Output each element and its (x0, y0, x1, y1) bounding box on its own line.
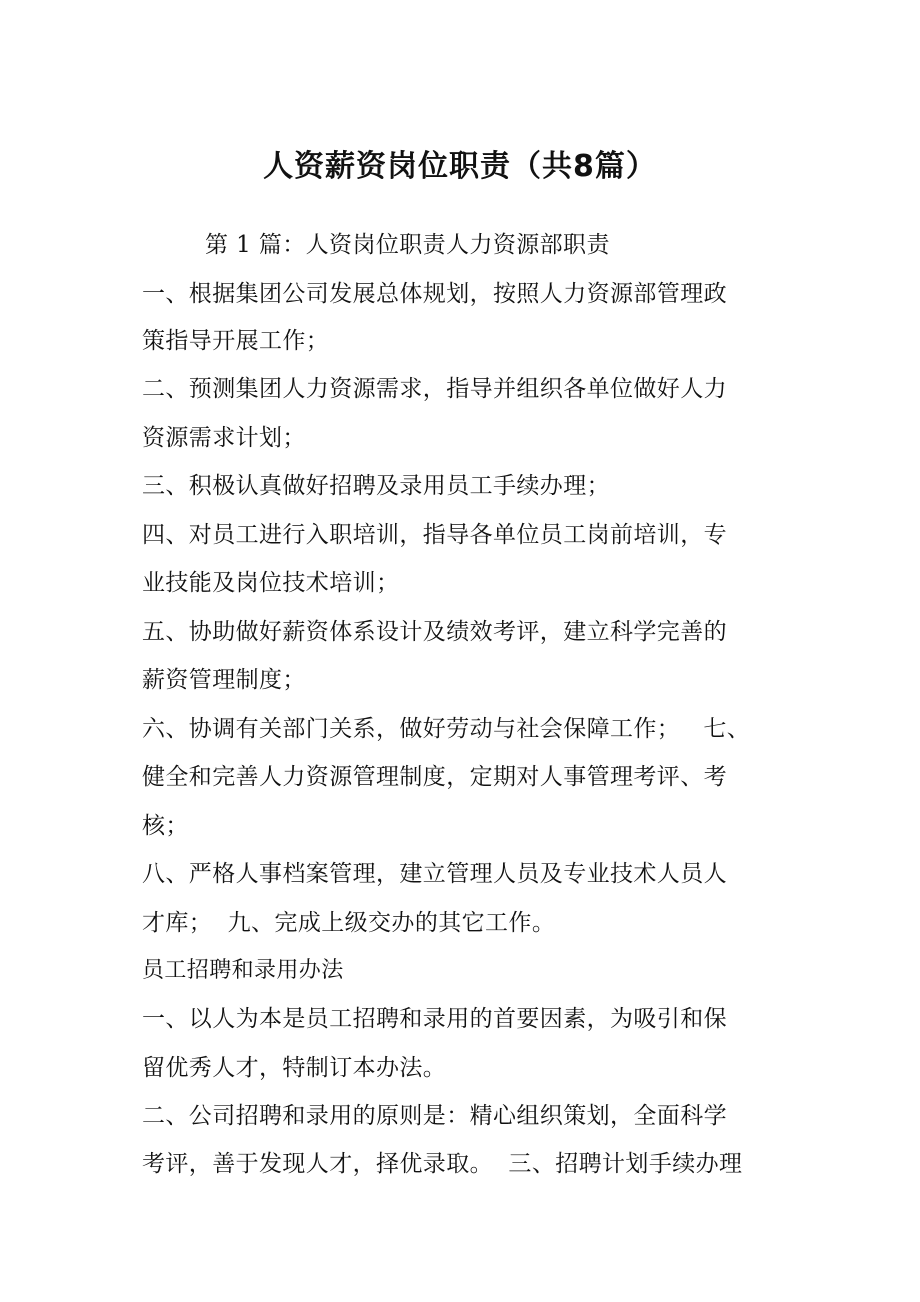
paragraph-line: 考评，善于发现人才，择优录取。 三、招聘计划手续办理 (142, 1151, 743, 1177)
subsection-heading-line: 员工招聘和录用办法 (142, 958, 344, 983)
paragraph-line: 一、根据集团公司发展总体规划，按照人力资源部管理政 (142, 281, 727, 307)
paragraph-line: 业技能及岗位技术培训； (142, 570, 400, 596)
paragraph-line: 四、对员工进行入职培训，指导各单位员工岗前培训，专 (142, 522, 727, 548)
paragraph-line: 八、严格人事档案管理，建立管理人员及专业技术人员人 (142, 861, 727, 887)
paragraph-line: 健全和完善人力资源管理制度，定期对人事管理考评、考 (142, 764, 727, 790)
paragraph-line: 二、公司招聘和录用的原则是：精心组织策划，全面科学 (142, 1103, 727, 1129)
paragraph-line: 六、协调有关部门关系，做好劳动与社会保障工作； 七、 (142, 716, 751, 742)
paragraph-line: 资源需求计划； (142, 425, 306, 451)
paragraph-line: 二、预测集团人力资源需求，指导并组织各单位做好人力 (142, 376, 727, 402)
paragraph-line: 一、以人为本是员工招聘和录用的首要因素，为吸引和保 (142, 1006, 727, 1032)
paragraph-line: 留优秀人才，特制订本办法。 (142, 1055, 447, 1081)
paragraph-line: 策指导开展工作； (142, 328, 330, 354)
paragraph-line: 三、积极认真做好招聘及录用员工手续办理； (142, 473, 610, 499)
paragraph-line: 薪资管理制度； (142, 667, 306, 693)
document-title: 人资薪资岗位职责（共8篇） (263, 149, 657, 184)
paragraph-line: 五、协助做好薪资体系设计及绩效考评，建立科学完善的 (142, 619, 727, 645)
paragraph-line: 才库； 九、完成上级交办的其它工作。 (142, 910, 556, 936)
paragraph-line: 核； (142, 813, 189, 839)
section-heading-line: 第 1 篇：人资岗位职责人力资源部职责 (205, 232, 610, 258)
